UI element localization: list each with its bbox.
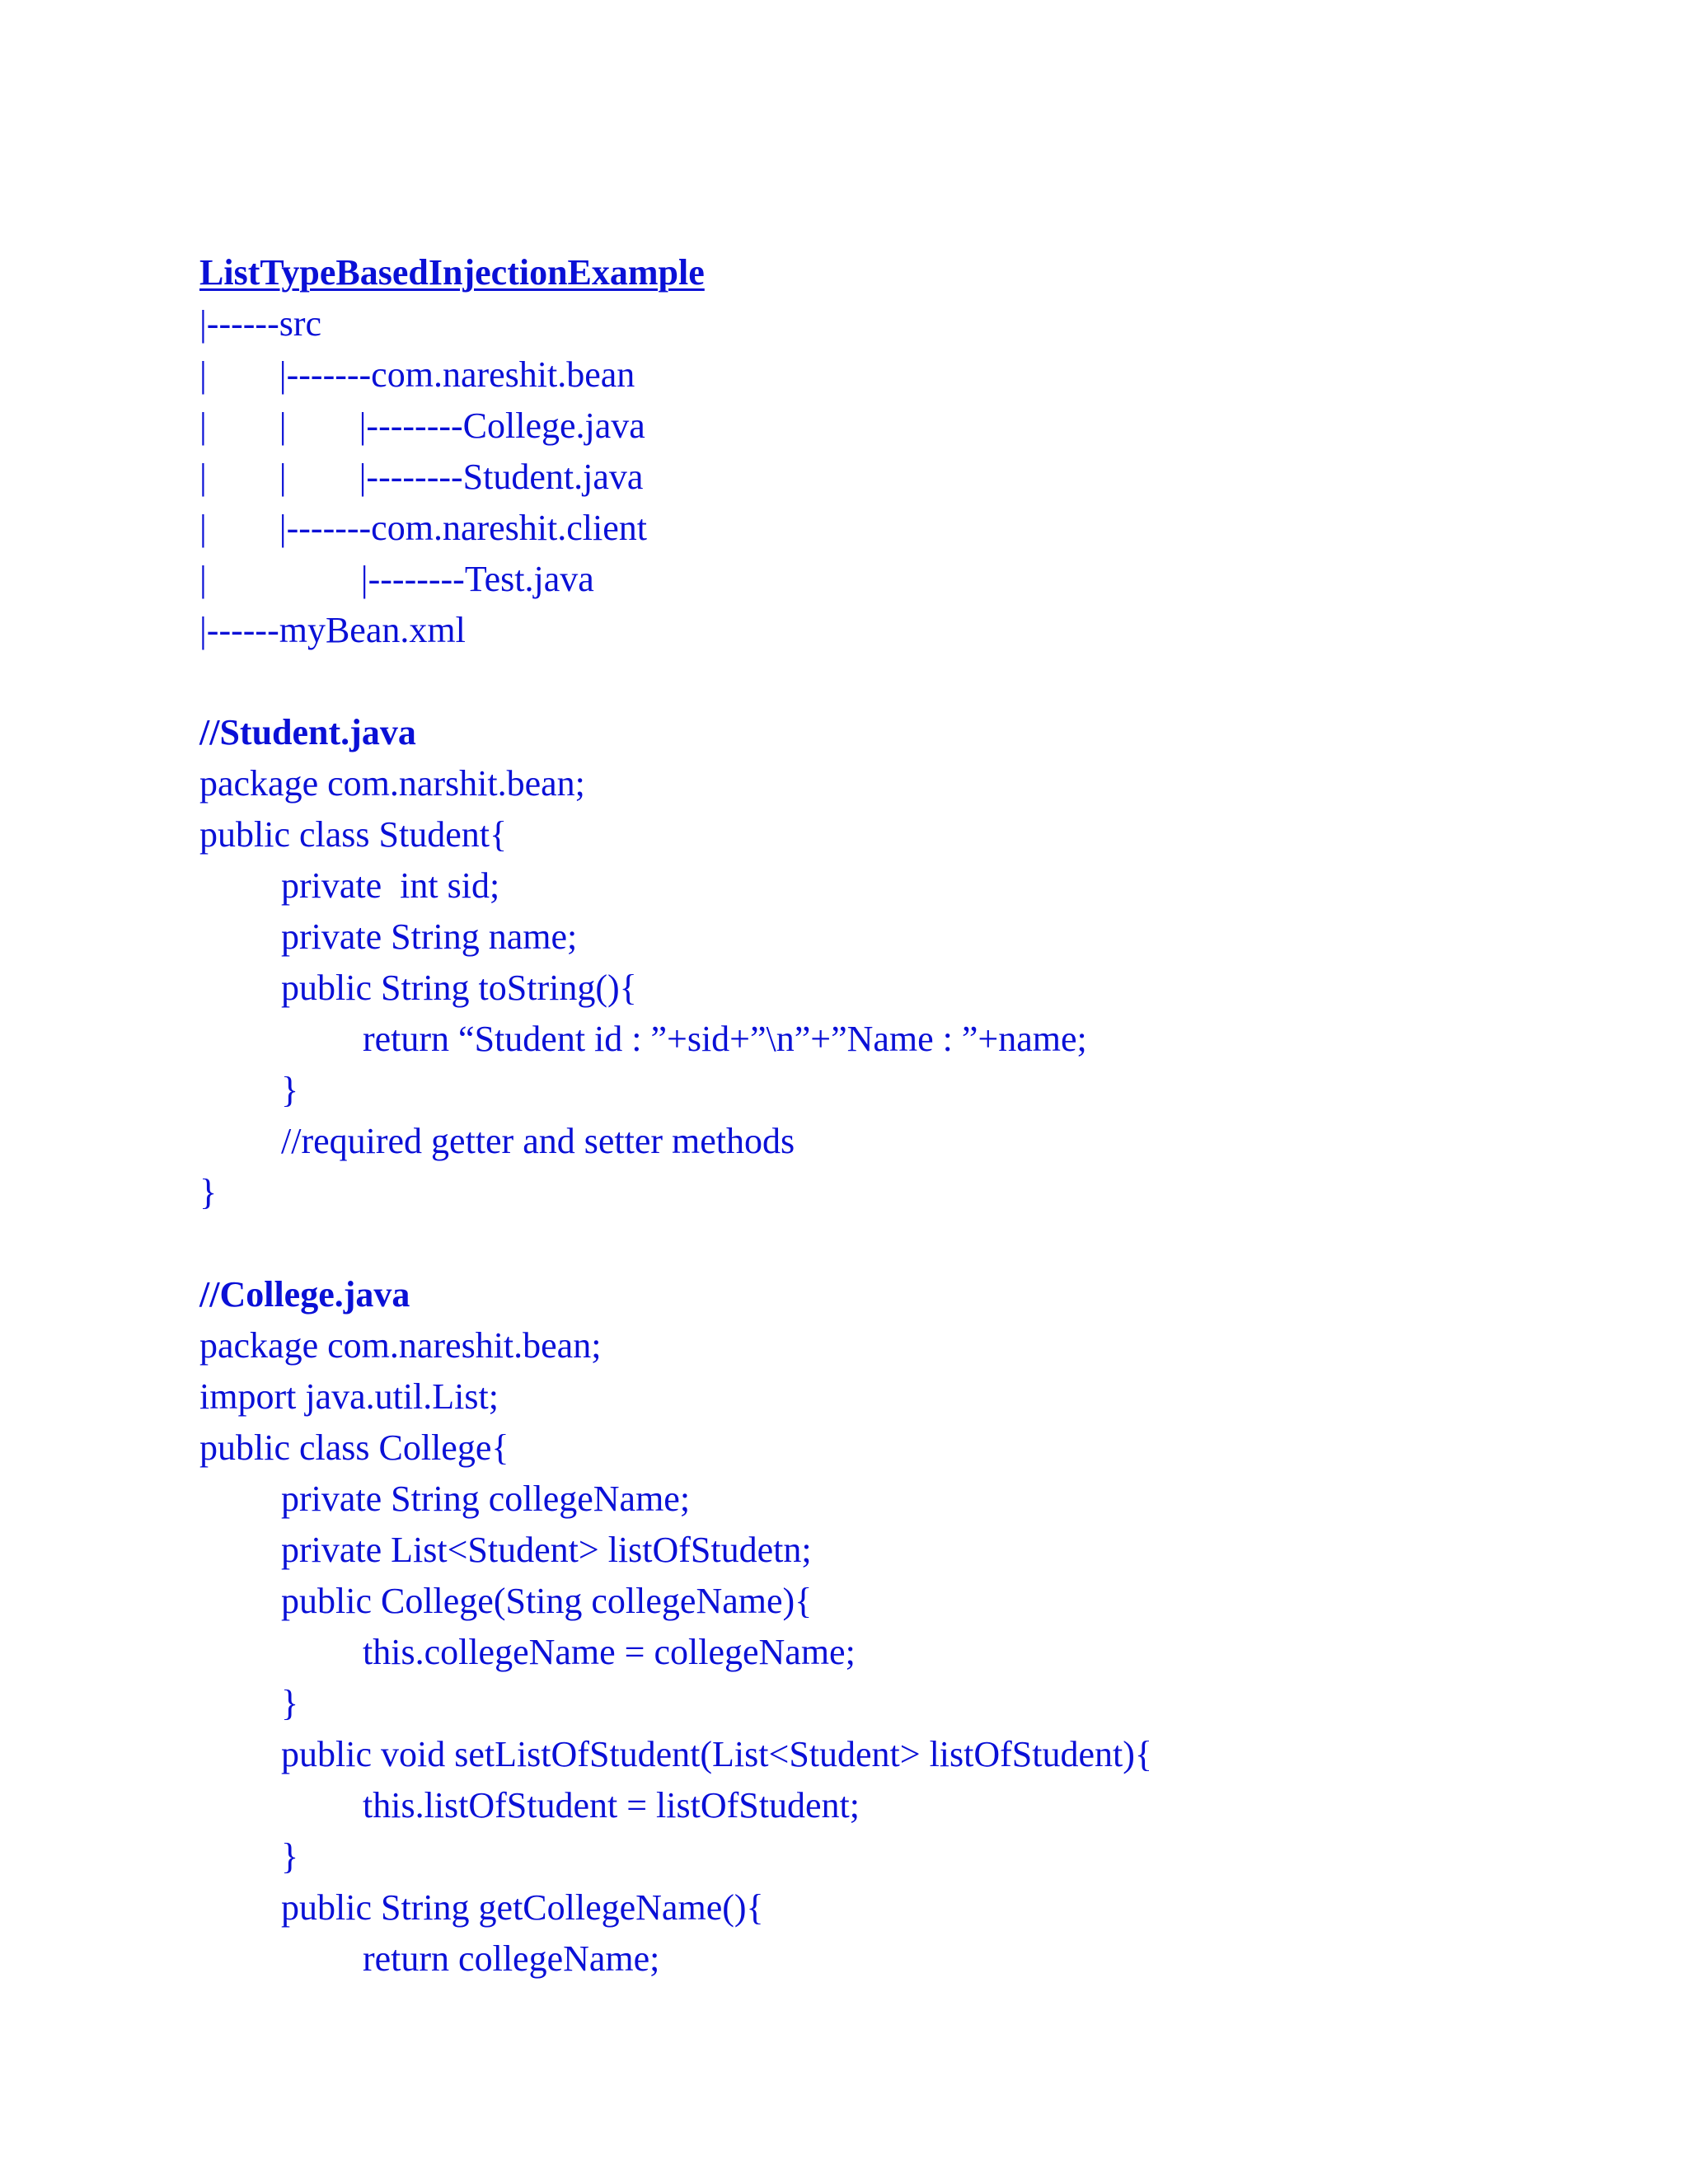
code-line: //required getter and setter methods [199,1121,795,1161]
tree-line-client-package: | |-------com.nareshit.client [199,508,647,548]
code-line: package com.nareshit.bean; [199,1325,602,1366]
tree-line-src: |------src [199,303,322,344]
code-line: import java.util.List; [199,1376,499,1417]
tree-line-college-java: | | |--------College.java [199,405,645,446]
code-line: } [199,1836,299,1877]
code-line: private int sid; [199,865,500,906]
code-line: this.listOfStudent = listOfStudent; [199,1785,860,1825]
code-line: public College(Sting collegeName){ [199,1581,813,1621]
student-file-heading: //Student.java [199,712,416,752]
code-line: public void setListOfStudent(List<Student> listOfStudent){ [199,1734,1153,1774]
code-line: return collegeName; [199,1938,660,1979]
code-line: } [199,1683,299,1723]
code-line: } [199,1070,299,1110]
project-title: ListTypeBasedInjectionExample [199,252,705,293]
tree-line-student-java: | | |--------Student.java [199,457,644,497]
tree-line-bean-package: | |-------com.nareshit.bean [199,354,635,395]
code-listing [199,247,1601,1985]
code-line: private String name; [199,916,578,957]
blank-line [199,1218,1601,1269]
college-file-heading: //College.java [199,1274,410,1315]
code-line: public String toString(){ [199,968,637,1008]
code-line: } [199,1172,218,1212]
tree-line-mybean-xml: |------myBean.xml [199,610,466,650]
code-line: public class Student{ [199,814,508,855]
blank-line [199,656,1601,707]
code-line: this.collegeName = collegeName; [199,1632,856,1672]
code-line: package com.narshit.bean; [199,763,585,804]
tree-line-test-java: | |--------Test.java [199,559,594,599]
code-line: private String collegeName; [199,1479,691,1519]
code-line: public class College{ [199,1427,509,1468]
code-line: public String getCollegeName(){ [199,1887,764,1928]
code-line: return “Student id : ”+sid+”\n”+”Name : ”+name; [199,1019,1087,1059]
code-line: private List<Student> listOfStudetn; [199,1530,812,1570]
